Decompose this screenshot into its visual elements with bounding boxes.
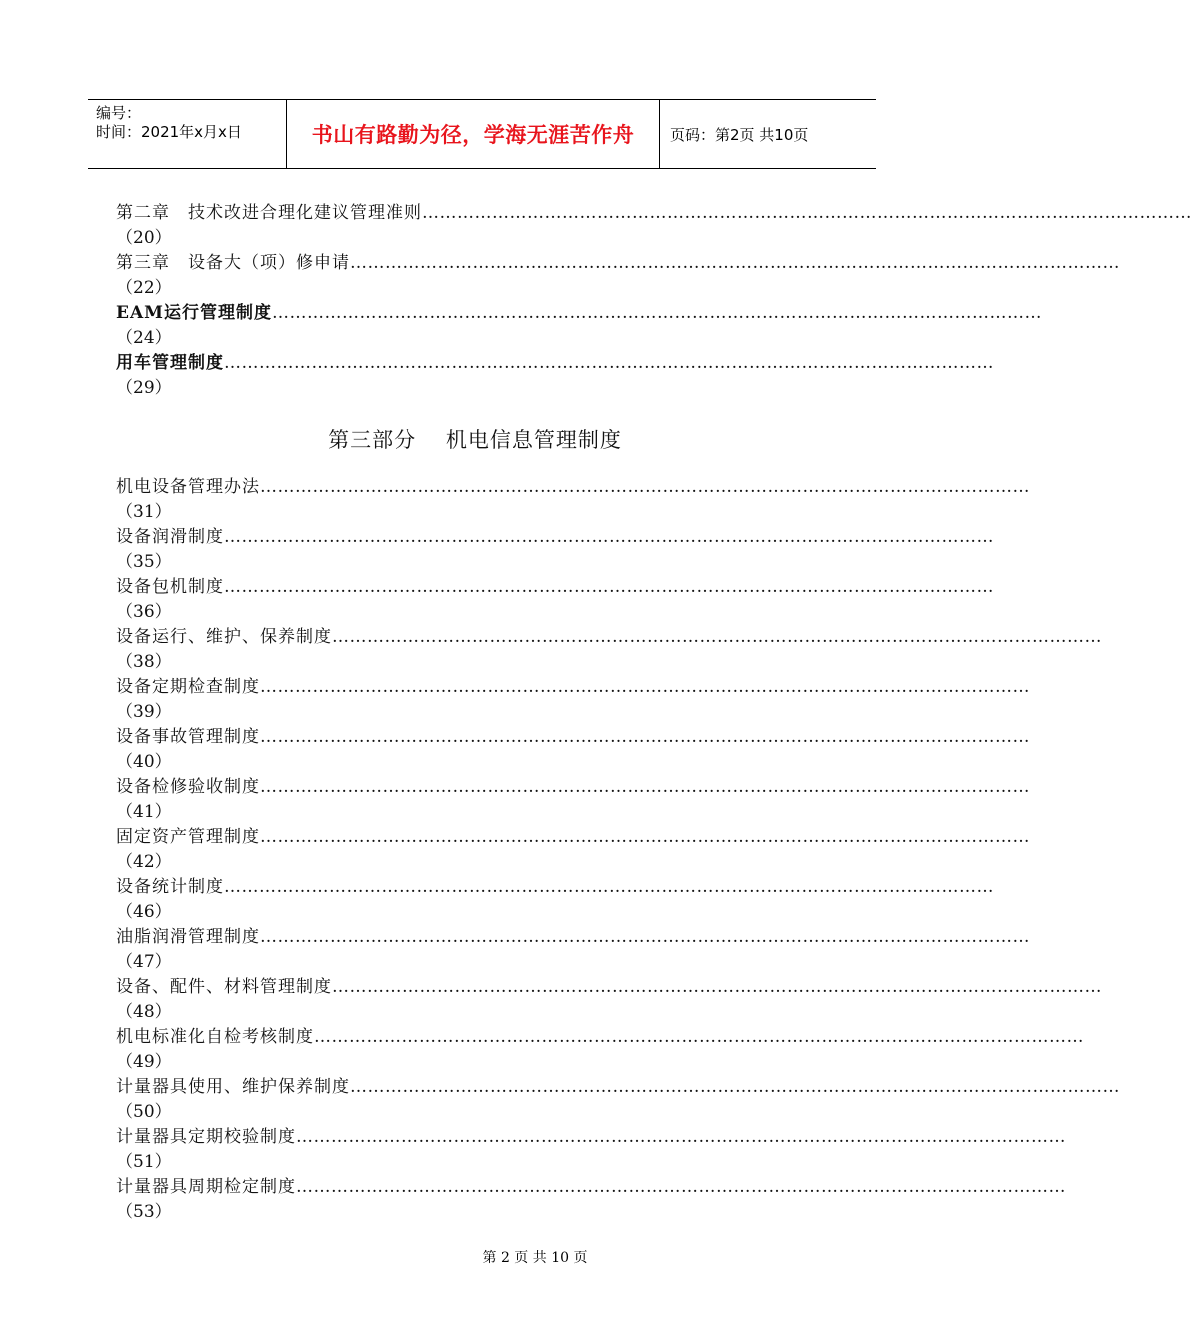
- toc-entry[interactable]: [116, 250, 1120, 300]
- toc-entry-title: 机电标准化自检考核制度: [116, 1027, 314, 1047]
- toc-top-list: [116, 200, 1192, 400]
- toc-entry-title: 计量器具定期校验制度: [116, 1127, 296, 1147]
- toc-leader-dots: ……………………………………………………………………………………………………………………: [224, 877, 994, 897]
- toc-leader-dots: ……………………………………………………………………………………………………………………: [350, 1077, 1120, 1097]
- toc-entry-title: 油脂润滑管理制度: [116, 927, 260, 947]
- toc-entry-title: 设备、配件、材料管理制度: [116, 977, 332, 997]
- toc-entry-page: （51）: [116, 1152, 172, 1172]
- toc-entry[interactable]: [116, 774, 1030, 824]
- section-heading: 第三部分 机电信息管理制度: [328, 428, 622, 452]
- toc-entry[interactable]: [116, 1124, 1066, 1174]
- toc-leader-dots: ……………………………………………………………………………………………………………………: [296, 1127, 1066, 1147]
- toc-entry[interactable]: [116, 300, 1042, 350]
- toc-leader-dots: ……………………………………………………………………………………………………………………: [260, 727, 1030, 747]
- toc-entry-title: EAM运行管理制度: [116, 303, 272, 323]
- toc-entry-page: （53）: [116, 1202, 172, 1222]
- header-meta: [88, 100, 287, 168]
- document-time: 时间：2021年x月x日: [96, 123, 242, 141]
- toc-entry[interactable]: [116, 474, 1030, 524]
- toc-entry-page: （48）: [116, 1002, 172, 1022]
- toc-entry[interactable]: [116, 974, 1102, 1024]
- toc-entry-page: （50）: [116, 1102, 172, 1122]
- toc-entry-page: （38）: [116, 652, 172, 672]
- toc-entry[interactable]: [116, 200, 1192, 250]
- toc-entry[interactable]: [116, 1024, 1084, 1074]
- toc-entry[interactable]: [116, 1174, 1066, 1224]
- toc-leader-dots: ……………………………………………………………………………………………………………………: [224, 353, 994, 373]
- toc-leader-dots: ……………………………………………………………………………………………………………………: [224, 577, 994, 597]
- toc-entry-title: 设备润滑制度: [116, 527, 224, 547]
- toc-entry-page: （42）: [116, 852, 172, 872]
- toc-entry[interactable]: [116, 724, 1030, 774]
- toc-entry[interactable]: [116, 874, 994, 924]
- toc-entry[interactable]: [116, 924, 1030, 974]
- document-number-label: 编号：: [96, 104, 142, 122]
- toc-entry-title: 设备事故管理制度: [116, 727, 260, 747]
- toc-entry[interactable]: [116, 350, 994, 400]
- toc-entry-page: （47）: [116, 952, 172, 972]
- toc-entry-page: （46）: [116, 902, 172, 922]
- toc-leader-dots: ……………………………………………………………………………………………………………………: [296, 1177, 1066, 1197]
- toc-bottom-list: [116, 474, 1120, 1224]
- toc-entry-title: 设备检修验收制度: [116, 777, 260, 797]
- toc-entry-page: （24）: [116, 328, 172, 348]
- toc-entry-page: （41）: [116, 802, 172, 822]
- toc-leader-dots: ……………………………………………………………………………………………………………………: [260, 477, 1030, 497]
- toc-leader-dots: ……………………………………………………………………………………………………………………: [422, 203, 1192, 223]
- toc-entry[interactable]: [116, 1074, 1120, 1124]
- toc-leader-dots: ……………………………………………………………………………………………………………………: [224, 527, 994, 547]
- toc-entry[interactable]: [116, 524, 994, 574]
- toc-leader-dots: ……………………………………………………………………………………………………………………: [350, 253, 1120, 273]
- toc-entry-page: （40）: [116, 752, 172, 772]
- header-page-info: 页码：第2页 共10页: [670, 125, 809, 144]
- toc-leader-dots: ……………………………………………………………………………………………………………………: [260, 927, 1030, 947]
- toc-entry-title: 计量器具使用、维护保养制度: [116, 1077, 350, 1097]
- toc-leader-dots: ……………………………………………………………………………………………………………………: [260, 827, 1030, 847]
- toc-entry-page: （29）: [116, 378, 172, 398]
- toc-entry-title: 第二章 技术改进合理化建议管理准则: [116, 203, 422, 223]
- toc-entry-title: 固定资产管理制度: [116, 827, 260, 847]
- toc-leader-dots: ……………………………………………………………………………………………………………………: [260, 677, 1030, 697]
- toc-entry-title: 第三章 设备大（项）修申请: [116, 253, 350, 273]
- toc-entry-page: （22）: [116, 278, 172, 298]
- toc-entry[interactable]: [116, 574, 994, 624]
- toc-leader-dots: ……………………………………………………………………………………………………………………: [260, 777, 1030, 797]
- toc-entry-title: 机电设备管理办法: [116, 477, 260, 497]
- toc-entry-title: 计量器具周期检定制度: [116, 1177, 296, 1197]
- toc-leader-dots: ……………………………………………………………………………………………………………………: [332, 627, 1102, 647]
- toc-entry-page: （35）: [116, 552, 172, 572]
- toc-entry-page: （36）: [116, 602, 172, 622]
- page-footer: 第 2 页 共 10 页: [482, 1250, 588, 1266]
- toc-entry[interactable]: [116, 824, 1030, 874]
- header-motto: 书山有路勤为径，学海无涯苦作舟: [287, 100, 660, 168]
- toc-entry-title: 设备统计制度: [116, 877, 224, 897]
- toc-leader-dots: ……………………………………………………………………………………………………………………: [314, 1027, 1084, 1047]
- toc-entry-page: （39）: [116, 702, 172, 722]
- page-header: [88, 99, 876, 169]
- toc-leader-dots: ……………………………………………………………………………………………………………………: [271, 303, 1042, 323]
- toc-entry-title: 用车管理制度: [116, 353, 224, 373]
- toc-entry[interactable]: [116, 624, 1102, 674]
- toc-entry-page: （49）: [116, 1052, 172, 1072]
- toc-entry-page: （31）: [116, 502, 172, 522]
- toc-entry-title: 设备定期检查制度: [116, 677, 260, 697]
- toc-leader-dots: ……………………………………………………………………………………………………………………: [332, 977, 1102, 997]
- toc-entry-page: （20）: [116, 228, 172, 248]
- toc-entry[interactable]: [116, 674, 1030, 724]
- toc-entry-title: 设备运行、维护、保养制度: [116, 627, 332, 647]
- toc-entry-title: 设备包机制度: [116, 577, 224, 597]
